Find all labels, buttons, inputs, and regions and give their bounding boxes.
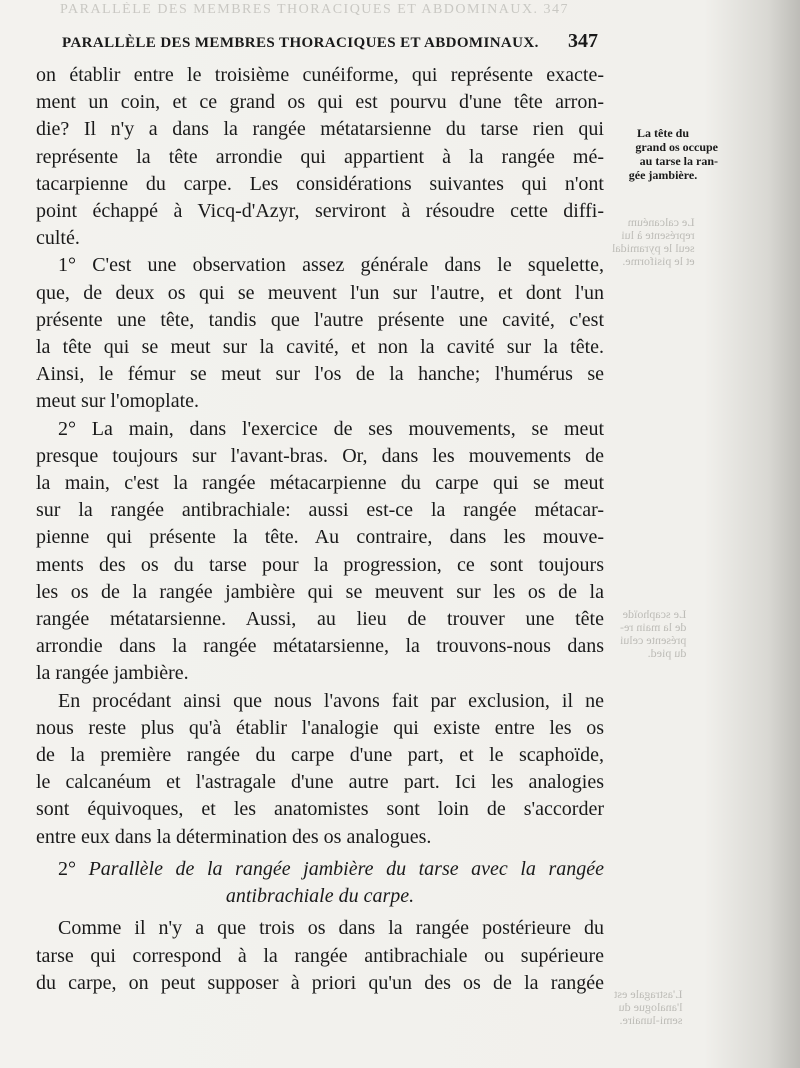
margin-note (608, 126, 718, 182)
text-line: on établir entre le troisième cunéiforme, qui représente exacte- (36, 64, 604, 86)
show-through-line: présente celui (620, 633, 687, 647)
text-line: la main, c'est la rangée métacarpienne du carpe qui se meut (36, 472, 604, 495)
text-line: pienne qui présente la tête. Au contraire, dans les mouve- (36, 526, 604, 549)
main-text (36, 62, 604, 997)
text-line: la rangée jambière. (36, 662, 189, 685)
text-line: présente une tête, tandis que l'autre présente une cavité, c'est (36, 308, 604, 331)
text-line: sur la rangée antibrachiale: aussi est-ce la rangée métacar- (36, 499, 604, 522)
paragraph-1 (36, 62, 604, 252)
text-line: sont équivoques, et les anatomistes sont loin de s'accorder (36, 798, 604, 821)
text-line: Ainsi, le fémur se meut sur l'os de la hanche; l'humérus se (36, 363, 604, 386)
page-number: 347 (568, 30, 598, 52)
text-line: arrondie dans la rangée métatarsienne, la trouvons-nous dans (36, 635, 604, 658)
margin-note-line: au tarse la ran- (639, 154, 718, 168)
section-heading-line: antibrachiale du carpe. (225, 885, 415, 908)
text-line: de la première rangée du carpe d'une part, et le scaphoïde, (36, 744, 604, 767)
show-through-line: L'astragale est (614, 987, 683, 1001)
show-through-line: l'analogue du (618, 1000, 683, 1014)
text-line: En procédant ainsi que nous l'avons fait par exclusion, il ne (58, 689, 604, 712)
text-line: que, de deux os qui se meuvent l'un sur l'autre, et dont l'un (36, 281, 604, 304)
text-line: ment un coin, et ce grand os qui est pourvu d'une tête arron- (36, 91, 604, 114)
show-through-line: de la main re- (620, 620, 687, 634)
margin-note-line: grand os occupe (635, 140, 718, 154)
show-through-line: Le scaphoïde (622, 607, 687, 621)
text-line: entre eux dans la détermination des os analogues. (36, 825, 432, 848)
text-line: die? Il n'y a dans la rangée métatarsienne du tarse rien qui (36, 118, 604, 141)
running-title: PARALLÈLE DES MEMBRES THORACIQUES ET ABDOMINAUX. (62, 35, 539, 51)
show-through-line: représente à lui (621, 228, 695, 242)
show-through-line: et le pisiforme. (622, 254, 695, 268)
show-through-line: du pied. (647, 646, 687, 660)
text-line: le calcanéum et l'astragale d'une autre part. Ici les analogies (36, 771, 604, 794)
show-through-note (614, 988, 682, 1027)
margin-note-line: La tête du (637, 126, 689, 140)
text-line: 2° La main, dans l'exercice de ses mouvements, se meut (58, 417, 604, 440)
text-line: presque toujours sur l'avant-bras. Or, dans les mouvements de (36, 444, 604, 467)
text-line: les os de la rangée jambière qui se meuvent sur les os de la (36, 580, 604, 603)
show-through-note (620, 608, 686, 660)
text-line: point échappé à Vicq-d'Azyr, serviront à résoudre cette diffi- (36, 200, 604, 223)
show-through-line: semi-lunaire. (619, 1013, 683, 1027)
text-line: meut sur l'omoplate. (36, 390, 200, 413)
text-line: nous reste plus qu'à établir l'analogie qui existe entre les os (36, 716, 604, 739)
paragraph-5 (36, 915, 604, 997)
text-line: représente la tête arrondie qui appartient à la rangée mé- (36, 145, 604, 168)
show-through-header: PARALLÈLE DES MEMBRES THORACIQUES ET ABDOMINAUX. 347 (60, 2, 570, 17)
text-line: Comme il n'y a que trois os dans la rangée postérieure du (58, 917, 604, 940)
text-line: tacarpienne du carpe. Les considérations suivantes qui n'ont (36, 172, 604, 195)
paragraph-2 (36, 252, 604, 415)
running-head (62, 30, 598, 53)
show-through-line: seul le pyramidal (612, 241, 695, 255)
section-heading (36, 856, 604, 910)
section-heading-line: Parallèle de la rangée jambière du tarse avec la rangée (88, 857, 604, 880)
section-heading-number: 2° (58, 857, 76, 880)
text-line: la tête qui se meut sur la cavité, et non la cavité sur la tête. (36, 336, 604, 359)
paragraph-3 (36, 416, 604, 688)
text-line: rangée métatarsienne. Aussi, au lieu de trouver une tête (36, 608, 604, 631)
text-line: du carpe, on peut supposer à priori qu'un des os de la rangée (36, 971, 604, 994)
margin-note-line: gée jambière. (628, 168, 698, 182)
paragraph-4 (36, 688, 604, 851)
text-line: ments des os du tarse pour la progression, ce sont toujours (36, 553, 604, 576)
show-through-line: Le calcanéum (627, 215, 695, 229)
show-through-note (612, 216, 695, 268)
text-line: 1° C'est une observation assez générale dans le squelette, (58, 254, 604, 277)
text-line: tarse qui correspond à la rangée antibrachiale ou supérieure (36, 944, 604, 967)
text-line: culté. (36, 227, 80, 250)
